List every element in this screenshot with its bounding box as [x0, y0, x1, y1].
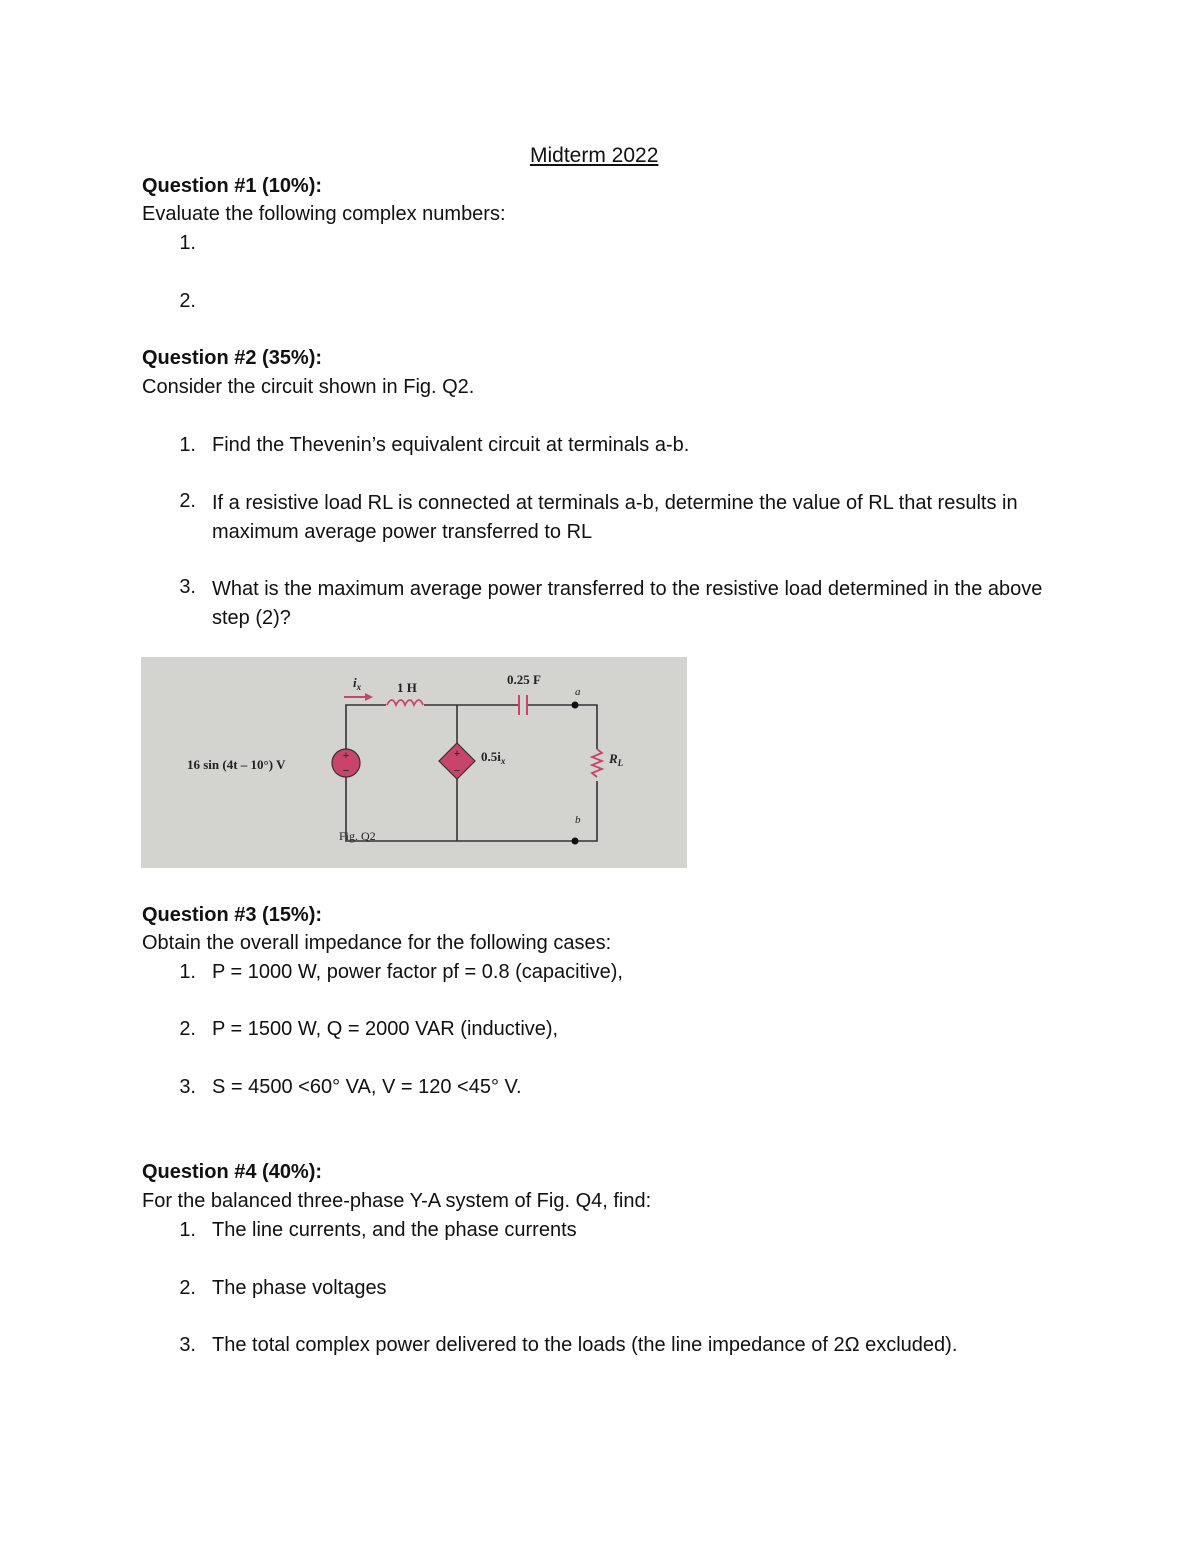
q3-prompt: Obtain the overall impedance for the following cases: [142, 932, 612, 954]
source-minus: − [342, 765, 350, 777]
inductor-symbol [387, 700, 423, 705]
q2-item-1-text: Find the Thevenin’s equivalent circuit at terminals a-b. [212, 434, 690, 456]
terminal-a-dot [572, 702, 579, 709]
q4-item-1-text: The line currents, and the phase currents [212, 1219, 577, 1241]
q2-heading: Question #2 (35%): [142, 347, 323, 369]
wire-left-top [346, 705, 386, 749]
page-title: Midterm 2022 [530, 144, 659, 167]
q4-item-3-text: The total complex power delivered to the loads (the line impedance of 2Ω excluded). [212, 1334, 958, 1356]
q2-prompt: Consider the circuit shown in Fig. Q2. [142, 376, 475, 398]
terminal-b-label: b [575, 814, 581, 826]
q1-item-2: 2. [179, 290, 196, 312]
load-label: $R_L$ [609, 751, 624, 768]
dependent-source-label: $0.5i_x$ [481, 749, 506, 766]
q1-prompt: Evaluate the following complex numbers: [142, 203, 506, 225]
wire-bottom [346, 777, 597, 841]
source-label: 16 sin (4t – 10°) V [187, 757, 286, 772]
q2-item-2-number: 2. [179, 490, 196, 512]
q2-item-3-text: What is the maximum average power transferred to the resistive load determined in the above step (2)? [212, 578, 1043, 629]
dep-minus: − [453, 765, 461, 777]
dep-plus: + [453, 748, 461, 760]
q2-item-1-number: 1. [179, 434, 196, 456]
q3-item-3-text: S = 4500 <60° VA, V = 120 <45° V. [212, 1076, 522, 1098]
current-label: $i_x$ [353, 675, 362, 692]
terminal-a-label: a [575, 686, 581, 698]
q3-item-3-number: 3. [179, 1076, 196, 1098]
q4-item-3-number: 3. [179, 1334, 196, 1356]
inductor-label: 1 H [397, 680, 417, 695]
q3-item-1-text: P = 1000 W, power factor pf = 0.8 (capacitive), [212, 961, 623, 983]
terminal-b-dot [572, 838, 579, 845]
current-arrow [344, 693, 373, 701]
circuit-wires [346, 705, 597, 841]
figure-caption: Fig. Q2 [339, 829, 376, 843]
q1-item-1: 1. [179, 232, 196, 254]
q3-item-2-text: P = 1500 W, Q = 2000 VAR (inductive), [212, 1018, 559, 1040]
q3-item-1-number: 1. [179, 961, 196, 983]
capacitor-label: 0.25 F [507, 672, 541, 687]
q4-item-2-number: 2. [179, 1277, 196, 1299]
q4-heading: Question #4 (40%): [142, 1161, 323, 1183]
q4-item-2-text: The phase voltages [212, 1277, 387, 1299]
q4-item-1-number: 1. [179, 1219, 196, 1241]
q2-item-2-text: If a resistive load RL is connected at terminals a-b, determine the value of RL that results in maximum average power transferred to RL [212, 492, 1018, 543]
wire-top-right [527, 705, 597, 749]
circuit-diagram [141, 657, 687, 868]
circuit-figure-q2 [141, 657, 687, 868]
q4-prompt: For the balanced three-phase Y-A system of Fig. Q4, find: [142, 1190, 652, 1212]
capacitor-symbol [519, 695, 527, 715]
q1-heading: Question #1 (10%): [142, 175, 323, 197]
q3-heading: Question #3 (15%): [142, 904, 323, 926]
q3-item-2-number: 2. [179, 1018, 196, 1040]
q2-item-3-number: 3. [179, 576, 196, 598]
source-plus: + [342, 750, 350, 762]
load-resistor-symbol [592, 749, 602, 777]
